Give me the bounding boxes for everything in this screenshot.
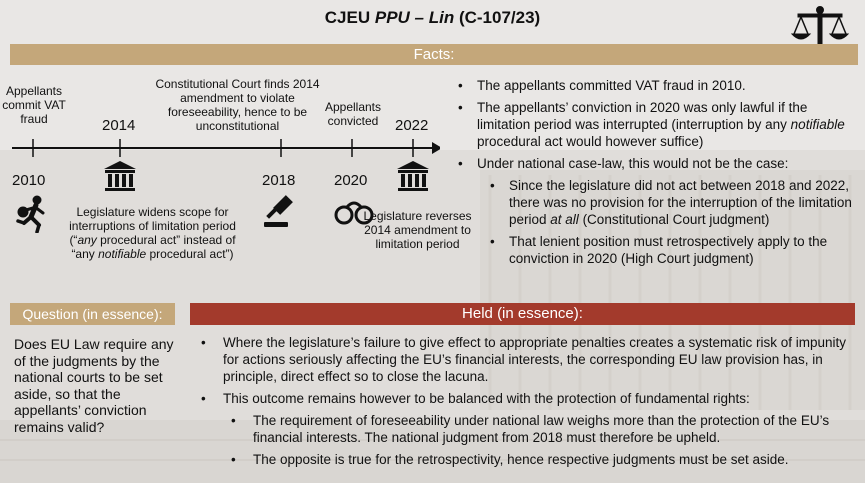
fact-subbullet-2: • That lenient position must retrospectively apply to the conviction in 2020 (High Court judgment) — [455, 233, 855, 267]
slide-title: CJEU PPU – Lin (C-107/23) — [324, 8, 541, 27]
fact-subbullet-1: • Since the legislature did not act between 2018 and 2022, there was no provision for the interruption of the limitation period at all (Constitutional Court judgment) — [455, 177, 855, 228]
year-2018: 2018 — [262, 172, 296, 189]
held-subbullet-2: • The opposite is true for the retrospectivity, hence respective judgments must be set aside. — [193, 451, 853, 468]
fact-bullet-1: • The appellants committed VAT fraud in 2010. — [455, 77, 855, 94]
facts-heading-bar: Facts: — [10, 44, 858, 65]
event-2010-label: Appellants commit VAT fraud — [2, 84, 66, 126]
year-2022: 2022 — [395, 117, 429, 134]
fact-bullet-2: • The appellants’ conviction in 2020 was only lawful if the limitation period was interrupted (interruption by any notifiable procedural act would however suffice) — [455, 99, 855, 150]
event-2018-label: Constitutional Court finds 2014 amendment to violate foreseeability, hence to be unconstitutional — [155, 77, 320, 133]
year-2020: 2020 — [334, 172, 368, 189]
year-2014: 2014 — [102, 117, 136, 134]
event-2020-label: Appellants convicted — [324, 100, 382, 128]
gavel-icon — [262, 194, 302, 230]
courthouse-icon-2022 — [395, 160, 431, 194]
facts-list — [455, 77, 855, 267]
held-bullet-2: • This outcome remains however to be balanced with the protection of fundamental rights: — [193, 390, 853, 407]
event-2022-label: Legislature reverses 2014 amendment to limitation period — [363, 209, 472, 251]
courthouse-icon-2014 — [102, 160, 138, 194]
held-subbullet-1: • The requirement of foreseeability under national law weighs more than the protection of the EU’s financial interests. The national judgment from 2018 must therefore be upheld. — [193, 412, 853, 446]
fact-bullet-3: • Under national case-law, this would not be the case: — [455, 155, 855, 172]
question-heading-bar: Question (in essence): — [10, 303, 175, 325]
held-heading-bar: Held (in essence): — [190, 303, 855, 325]
question-text: Does EU Law require any of the judgments by the national courts to be set aside, so that the appellants’ conviction remains valid? — [14, 336, 174, 435]
held-list — [193, 334, 853, 468]
held-bullet-1: • Where the legislature’s failure to give effect to appropriate penalties creates a systematic risk of impunity for actions seriously affecting the EU’s financial interests, the corresponding EU law provision has, in principle, direct effect so to close the lacuna. — [193, 334, 853, 385]
year-2010: 2010 — [12, 172, 46, 189]
event-2014-label: Legislature widens scope for interruptions of limitation period (“any procedural act” instead of “any notifiable procedural act”) — [69, 205, 236, 261]
timeline-axis — [0, 130, 440, 170]
fleeing-thief-icon — [15, 195, 51, 233]
handcuffs-icon — [334, 197, 374, 227]
